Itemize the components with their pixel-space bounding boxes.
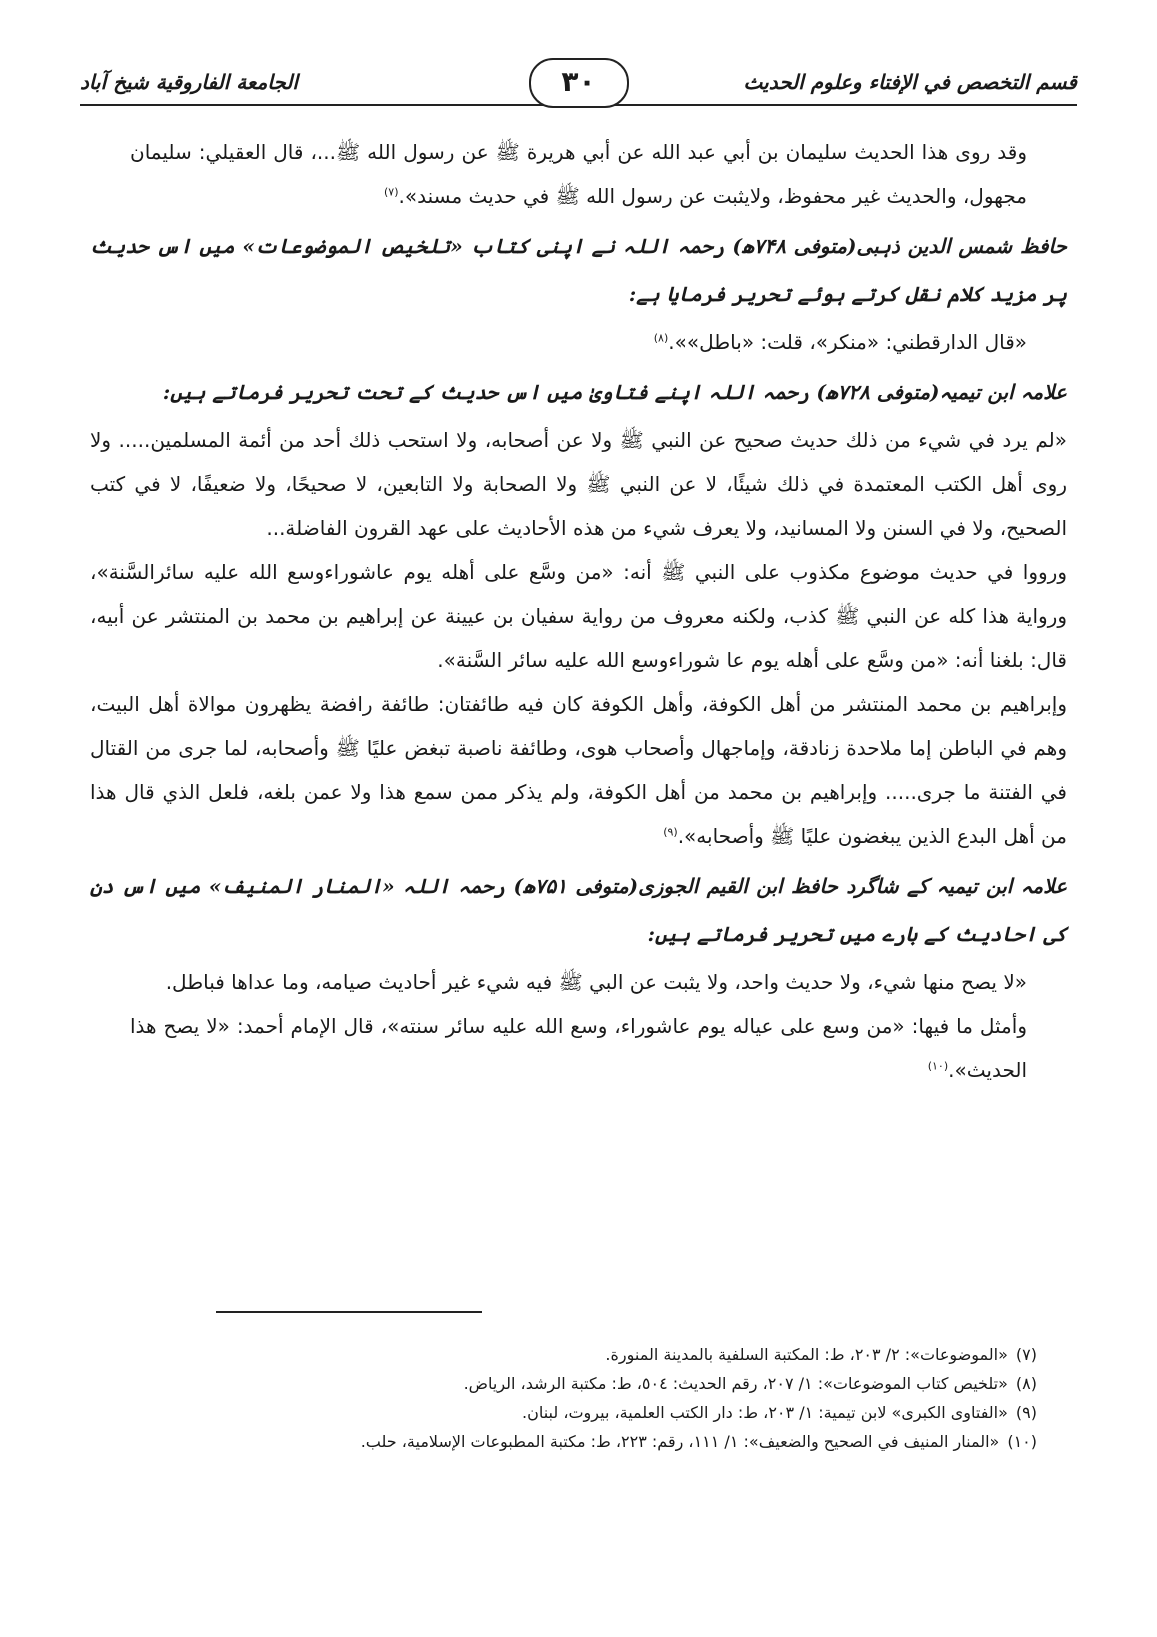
urdu-heading-ibn-qayyim: علامہ ابن تیمیہ کے شاگرد حافظ ابن القیم الجوزی(متوفی ۷۵۱ھ) رحمہ اللہ «المنار المنيف» میں اس دن کی احادیث کے بارے میں تحریر فرماتے ہیں:	[90, 874, 1068, 946]
arabic-paragraph-1-text: وقد روى هذا الحديث سليمان بن أبي عبد الله عن أبي هريرة ﷺ عن رسول الله ﷺ...، قال العقيلي: سليمان مجهول، والحديث غير محفوظ، ولايثبت عن رسول الله ﷺ في حديث مسند».	[130, 140, 1027, 208]
footnote-item	[120, 1340, 1037, 1369]
footnote-item	[120, 1369, 1037, 1398]
arabic-paragraph-5	[90, 682, 1067, 858]
footnote-item	[120, 1398, 1037, 1427]
footnote-number: (٩)	[1015, 1403, 1037, 1422]
footnote-text: «الموضوعات»: ٢/ ٢٠٣، ط: المكتبة السلفية بالمدينة المنورة.	[605, 1345, 1008, 1364]
header-institution-title: الجامعة الفاروقية شيخ آباد	[80, 70, 298, 94]
running-header	[80, 60, 1077, 106]
footnote-text: «الفتاوى الكبرى» لابن تيمية: ١/ ٢٠٣، ط: دار الكتب العلمية، بيروت، لبنان.	[522, 1403, 1008, 1422]
urdu-heading-ibn-taymiyyah: علامہ ابن تیمیہ(متوفی ۷۲۸ھ) رحمہ اللہ اپنے فتاویٰ میں اس حدیث کے تحت تحریر فرماتے ہیں:	[162, 380, 1067, 404]
footnote-number: (٨)	[1015, 1374, 1037, 1393]
arabic-paragraph-5-text: وإبراهيم بن محمد المنتشر من أهل الكوفة، وأهل الكوفة كان فيه طائفتان: طائفة رافضة يظهرون موالاة أهل البيت، وهم في الباطن إما ملاحدة زنادقة، وإماجهال وأصحاب هوى، وطائفة ناصبة تبغض عليًا ﷺ وأصحابه، لما جرى من القتال في الفتنة ما جرى..... وإبراهيم بن محمد من أهل الكوفة، ولم يذكر ممن سمع هذا ولا عمن بلغه، فلعل الذي قال هذا من أهل البدع الذين يبغضون عليًا ﷺ وأصحابه».	[90, 692, 1067, 848]
footnote-ref-9[interactable]: (٩)	[663, 825, 678, 839]
footnote-separator	[216, 1311, 482, 1313]
urdu-heading-dhahabi: حافظ شمس الدین ذہبی(متوفی ۷۴۸ھ) رحمہ اللہ نے اپنی کتاب «تلخيص الموضوعات» میں اس حدیث پر مزید کلام نقل کرتے ہوئے تحریر فرمایا ہے:	[90, 234, 1068, 306]
arabic-paragraph-6: «لا يصح منها شيء، ولا حديث واحد، ولا يثبت عن البي ﷺ فيه شيء غير أحاديث صيامه، وما عداها فباطل.	[165, 970, 1027, 994]
footnote-item	[120, 1427, 1037, 1456]
header-department-title: قسم التخصص في الإفتاء وعلوم الحديث	[743, 70, 1077, 94]
arabic-paragraph-7-text: وأمثل ما فيها: «من وسع على عياله يوم عاشوراء، وسع الله عليه سائر سنته»، قال الإمام أحمد: «لا يصح هذا الحديث».	[130, 1014, 1027, 1082]
footnote-text: «تلخيص كتاب الموضوعات»: ١/ ٢٠٧، رقم الحديث: ٥٠٤، ط: مكتبة الرشد، الرياض.	[463, 1374, 1008, 1393]
footnote-number: (٧)	[1015, 1345, 1037, 1364]
page-number: ٣٠	[529, 58, 629, 108]
footnote-number: (١٠)	[1007, 1432, 1037, 1451]
footnote-text: «المنار المنيف في الصحيح والضعيف»: ١/ ١١١، رقم: ٢٢٣، ط: مكتبة المطبوعات الإسلامية، حلب.	[360, 1432, 1000, 1451]
arabic-paragraph-2	[90, 320, 1067, 364]
footnote-ref-8[interactable]: (٨)	[653, 331, 669, 345]
main-content	[90, 130, 1067, 1092]
footnote-ref-7[interactable]: (٧)	[384, 185, 399, 199]
footnotes	[120, 1340, 1037, 1456]
arabic-paragraph-2-text: «قال الدارقطني: «منكر»، قلت: «باطل»».	[668, 330, 1027, 354]
arabic-paragraph-3: «لم يرد في شيء من ذلك حديث صحيح عن النبي ﷺ ولا عن أصحابه، ولا استحب ذلك أحد من أئمة المسلمين..... ولا روى أهل الكتب المعتمدة في ذلك شيئًا، لا عن النبي ﷺ ولا الصحابة ولا التابعين، لا صحيحًا، ولا ضعيفًا، لا في كتب الصحيح، ولا في السنن ولا المسانيد، ولا يعرف شيء من هذه الأحاديث على عهد القرون الفاضلة...	[90, 428, 1067, 540]
arabic-paragraph-7	[90, 1004, 1067, 1092]
footnote-ref-10[interactable]: (١٠)	[927, 1059, 949, 1073]
arabic-paragraph-4: ورووا في حديث موضوع مكذوب على النبي ﷺ أنه: «من وسَّع على أهله يوم عاشوراءوسع الله عليه سائرالسَّنة»، ورواية هذا كله عن النبي ﷺ كذب، ولكنه معروف من رواية سفيان بن عيينة عن إبراهيم بن محمد بن المنتشر عن أبيه، قال: بلغنا أنه: «من وسَّع على أهله يوم عا شوراءوسع الله عليه سائر السَّنة».	[90, 560, 1067, 672]
arabic-paragraph-1	[90, 130, 1067, 218]
